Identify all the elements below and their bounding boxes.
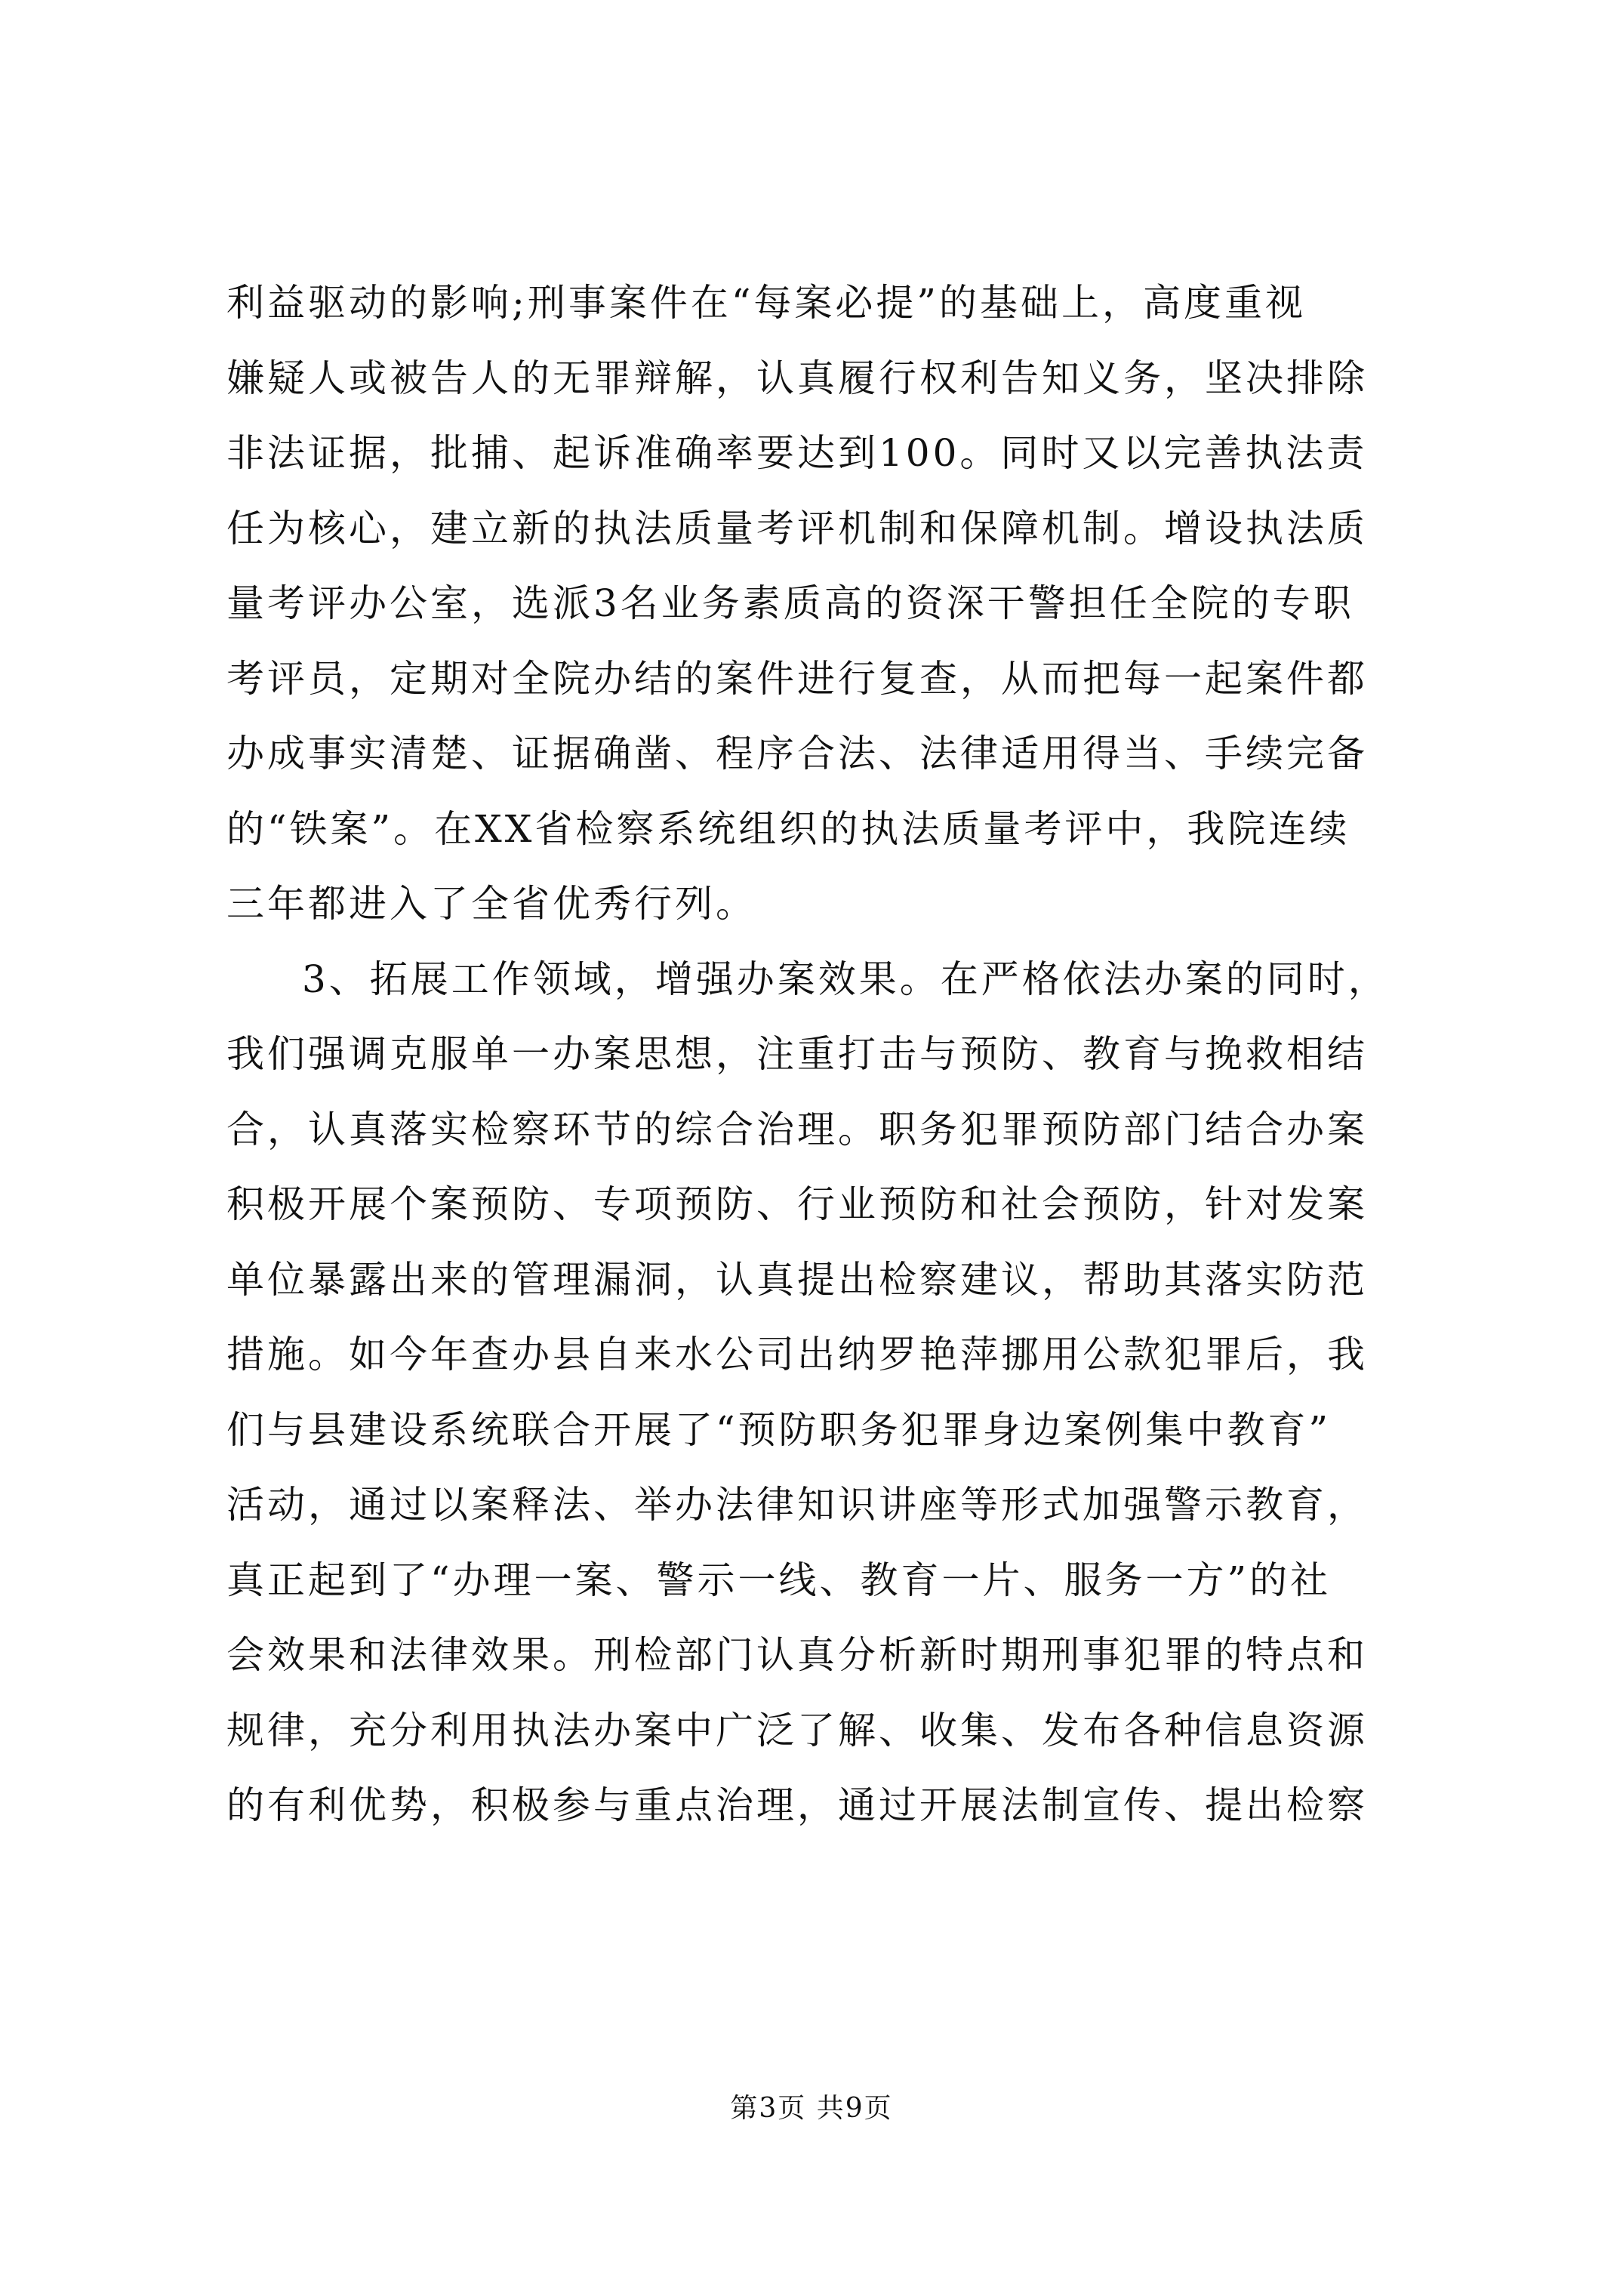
text-line: 我们强调克服单一办案思想，注重打击与预防、教育与挽救相结 (226, 1032, 1368, 1076)
text-line: 的有利优势，积极参与重点治理，通过开展法制宣传、提出检察 (226, 1783, 1368, 1827)
text-line: 量考评办公室，选派3名业务素质高的资深干警担任全院的专职 (226, 581, 1354, 625)
text-line: 办成事实清楚、证据确凿、程序合法、法律适用得当、手续完备 (226, 732, 1368, 775)
text-line: 规律，充分利用执法办案中广泛了解、收集、发布各种信息资源 (226, 1708, 1368, 1752)
text-line: 会效果和法律效果。刑检部门认真分析新时期刑事犯罪的特点和 (226, 1633, 1368, 1677)
text-line: 们与县建设系统联合开展了“预防职务犯罪身边案例集中教育” (226, 1407, 1332, 1452)
text-line: 积极开展个案预防、专项预防、行业预防和社会预防，针对发案 (226, 1182, 1368, 1226)
page-number-footer: 第3页 共9页 (730, 2093, 893, 2124)
text-line: 任为核心，建立新的执法质量考评机制和保障机制。增设执法质 (226, 506, 1368, 550)
text-line: 考评员，定期对全院办结的案件进行复查，从而把每一起案件都 (226, 656, 1368, 701)
text-line: 嫌疑人或被告人的无罪辩解，认真履行权利告知义务，坚决排除 (226, 356, 1368, 400)
text-line: 三年都进入了全省优秀行列。 (226, 882, 756, 926)
text-line: 非法证据，批捕、起诉准确率要达到100。同时又以完善执法责 (226, 431, 1368, 475)
body-text (226, 266, 1419, 1844)
text-line: 活动，通过以案释法、举办法律知识讲座等形式加强警示教育， (226, 1483, 1368, 1527)
text-line: 措施。如今年查办县自来水公司出纳罗艳萍挪用公款犯罪后，我 (226, 1333, 1368, 1376)
text-line: 的“铁案”。在XX省检察系统组织的执法质量考评中，我院连续 (226, 806, 1350, 851)
paragraph-heading-line: 3、拓展工作领域，增强办案效果。在严格依法办案的同时， (302, 957, 1389, 1001)
text-line: 真正起到了“办理一案、警示一线、教育一片、服务一方”的社 (226, 1558, 1332, 1602)
text-line: 合，认真落实检察环节的综合治理。职务犯罪预防部门结合办案 (226, 1107, 1368, 1151)
text-line: 利益驱动的影响;刑事案件在“每案必提”的基础上，高度重视 (226, 281, 1306, 325)
text-line: 单位暴露出来的管理漏洞，认真提出检察建议，帮助其落实防范 (226, 1257, 1368, 1302)
